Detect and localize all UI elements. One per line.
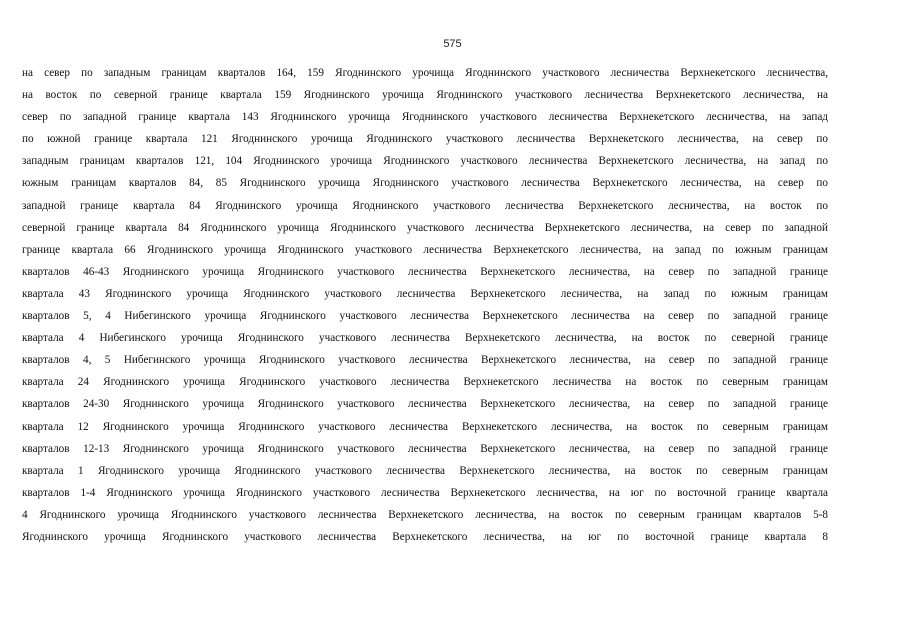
text-line: квартала 12 Ягоднинского урочища Ягоднинского участкового лесничества Верхнекетского лесничества, на восток по северным границам: [22, 420, 828, 433]
text-line: квартала 4 Нибегинского урочища Ягоднинского участкового лесничества Верхнекетского лесничества, на восток по северной границе: [22, 332, 828, 345]
text-line: северной границе квартала 84 Ягоднинского урочища Ягоднинского участкового лесничества Верхнекетского лесничества, на север по западной: [22, 221, 828, 234]
text-line: Ягоднинского урочища Ягоднинского участкового лесничества Верхнекетского лесничества, на юг по восточной границе квартала 8: [22, 530, 828, 543]
text-line: границе квартала 66 Ягоднинского урочища Ягоднинского участкового лесничества Верхнекетского лесничества, на запад по южным границам: [22, 243, 828, 256]
text-line: 4 Ягоднинского урочища Ягоднинского участкового лесничества Верхнекетского лесничества, на восток по северным границам кварталов 5-8: [22, 508, 828, 521]
text-line: север по западной границе квартала 143 Ягоднинского урочища Ягоднинского участкового лесничества Верхнекетского лесничества, на запад: [22, 111, 828, 124]
text-line: кварталов 24-30 Ягоднинского урочища Ягоднинского участкового лесничества Верхнекетского лесничества, на север по западной границе: [22, 398, 828, 411]
text-line: кварталов 12-13 Ягоднинского урочища Ягоднинского участкового лесничества Верхнекетского лесничества, на север по западной границе: [22, 442, 828, 455]
text-line: на восток по северной границе квартала 159 Ягоднинского урочища Ягоднинского участкового лесничества Верхнекетского лесничества, на: [22, 89, 828, 102]
text-line: квартала 24 Ягоднинского урочища Ягоднинского участкового лесничества Верхнекетского лесничества на восток по северным границам: [22, 376, 828, 389]
text-line: кварталов 1-4 Ягоднинского урочища Ягоднинского участкового лесничества Верхнекетского лесничества, на юг по восточной границе квартала: [22, 486, 828, 499]
text-line: южным границам кварталов 84, 85 Ягоднинского урочища Ягоднинского участкового лесничества Верхнекетского лесничества, на север по: [22, 177, 828, 190]
text-line: квартала 43 Ягоднинского урочища Ягоднинского участкового лесничества Верхнекетского лесничества, на запад по южным границам: [22, 287, 828, 300]
text-line: на север по западным границам кварталов 164, 159 Ягоднинского урочища Ягоднинского участкового лесничества Верхнекетского лесничества,: [22, 67, 828, 79]
page-number: 575: [443, 38, 462, 50]
text-line: по южной границе квартала 121 Ягоднинского урочища Ягоднинского участкового лесничества Верхнекетского лесничества, на север по: [22, 133, 828, 146]
text-line: квартала 1 Ягоднинского урочища Ягоднинского участкового лесничества Верхнекетского лесничества, на восток по северным границам: [22, 464, 828, 477]
text-line: кварталов 4, 5 Нибегинского урочища Ягоднинского участкового лесничества Верхнекетского лесничества, на север по западной границе: [22, 354, 828, 367]
text-line: кварталов 46-43 Ягоднинского урочища Ягоднинского участкового лесничества Верхнекетского лесничества, на север по западной границе: [22, 265, 828, 278]
text-line: западной границе квартала 84 Ягоднинского урочища Ягоднинского участкового лесничества Верхнекетского лесничества, на восток по: [22, 199, 828, 212]
text-line: западным границам кварталов 121, 104 Ягоднинского урочища Ягоднинского участкового лесничества Верхнекетского лесничества, на запад по: [22, 155, 828, 168]
text-line: кварталов 5, 4 Нибегинского урочища Ягоднинского участкового лесничества Верхнекетского лесничества на север по западной границе: [22, 310, 828, 323]
document-body: [22, 62, 828, 548]
